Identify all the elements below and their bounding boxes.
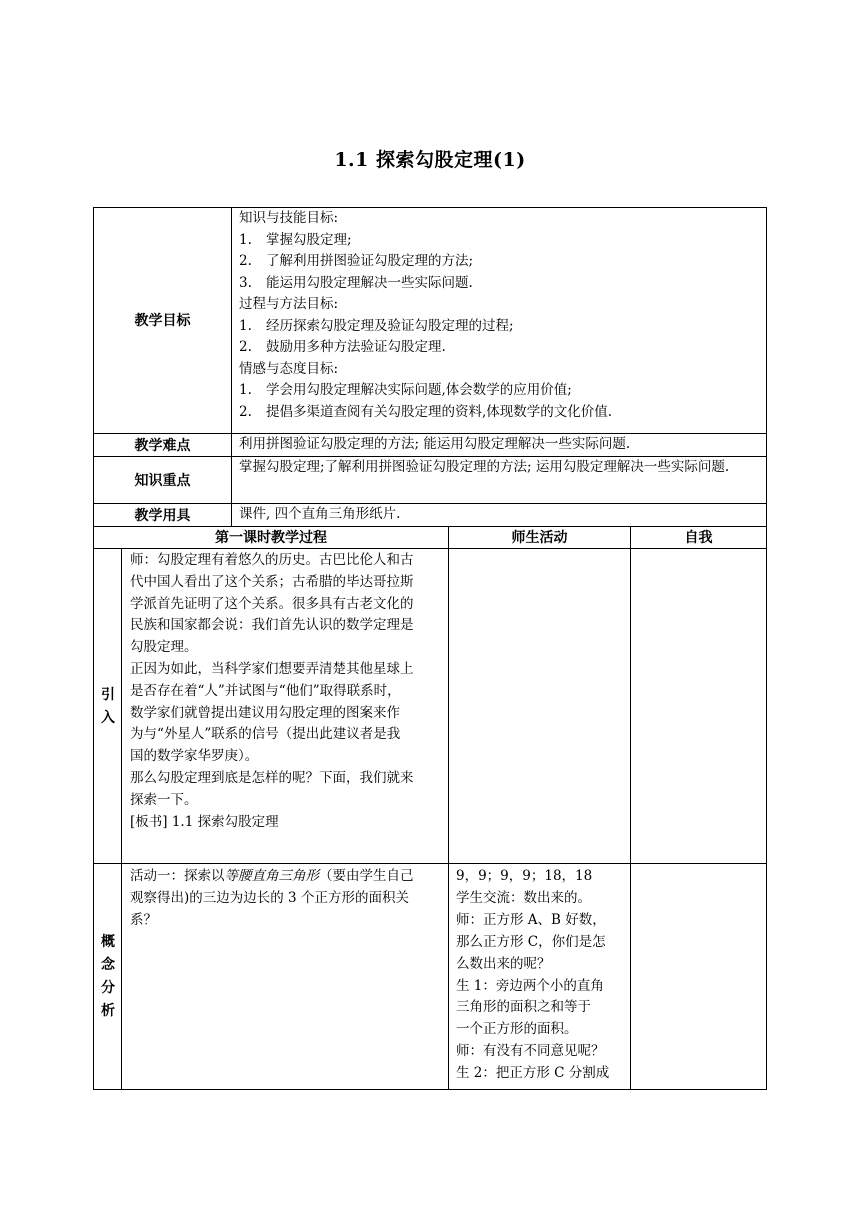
objectives-content [239,208,612,423]
column-header-self: 自我 [684,530,713,546]
key-points-label: 知识重点 [134,473,191,489]
teacher-student-activity: 9，9；9，9；18，18 学生交流：数出来的。 师：正方形 A、B 好数， 那么正方形 C，你们是怎 么数出来的呢？ 生 1：旁边两个小的直角 三角形的面积之和等于 一个正方形的面积。 师：有没有不同意见呢？ 生 2：把正方形 C 分割成 [456,868,610,1082]
objectives-heading-process: 过程与方法目标: [239,296,339,312]
objectives-label: 教学目标 [134,313,191,329]
objective-item: 1. 掌握勾股定理; [239,231,352,248]
difficulty-text: 利用拼图验证勾股定理的方法; 能运用勾股定理解决一些实际问题. [239,436,631,452]
tools-label: 教学用具 [134,508,191,524]
objective-item: 2. 鼓励用多种方法验证勾股定理. [239,339,446,355]
activity-one-text: 活动一：探索以等腰直角三角形（要由学生自己 观察得出)的三边为边长的 3 个正方形的面积关 系？ [130,868,414,928]
column-header-activity: 师生活动 [511,530,568,546]
page-title: 1.1 探索勾股定理(1) [334,149,526,171]
objective-item: 1. 学会用勾股定理解决实际问题,体会数学的应用价值; [239,382,572,398]
key-points-text: 掌握勾股定理;了解利用拼图验证勾股定理的方法; 运用勾股定理解决一些实际问题. [239,459,730,475]
objectives-heading-knowledge: 知识与技能目标: [239,210,339,226]
column-header-process: 第一课时教学过程 [215,530,327,546]
emphasis-text: 等腰直角三角形 [224,868,319,884]
difficulty-label: 教学难点 [134,438,191,454]
objective-item: 1. 经历探索勾股定理及验证勾股定理的过程; [239,317,514,334]
objective-item: 2. 提倡多渠道查阅有关勾股定理的资料,体现数学的文化价值. [239,403,613,420]
objective-item: 3. 能运用勾股定理解决一些实际问题. [239,274,473,291]
concept-side-label: 概 念 分 析 [101,934,115,1019]
tools-text: 课件, 四个直角三角形纸片. [239,506,401,522]
intro-side-label: 引 入 [101,687,115,726]
objectives-heading-attitude: 情感与态度目标: [239,360,339,377]
intro-text: 师：勾股定理有着悠久的历史。古巴比伦人和古 代中国人看出了这个关系；古希腊的毕达哥拉斯 学派首先证明了这个关系。很多具有古老文化的 民族和国家都会说：我们首先认识的数学定理是 勾股定理。 正因为如此，当科学家们想要弄清楚其他星球上 是否存在着“人”并试图与“他们”取得联系时， 数学家们就曾提出建议用勾股定理的图案来作 为与“外星人”联系的信号（提出此建议者是我 国的数学家华罗庚）。 那么勾股定理到底是怎样的呢？下面，我们就来 探索一下。 [板书] 1.1 探索勾股定理 [130,552,414,830]
objective-item: 2. 了解利用拼图验证勾股定理的方法; [239,253,474,269]
